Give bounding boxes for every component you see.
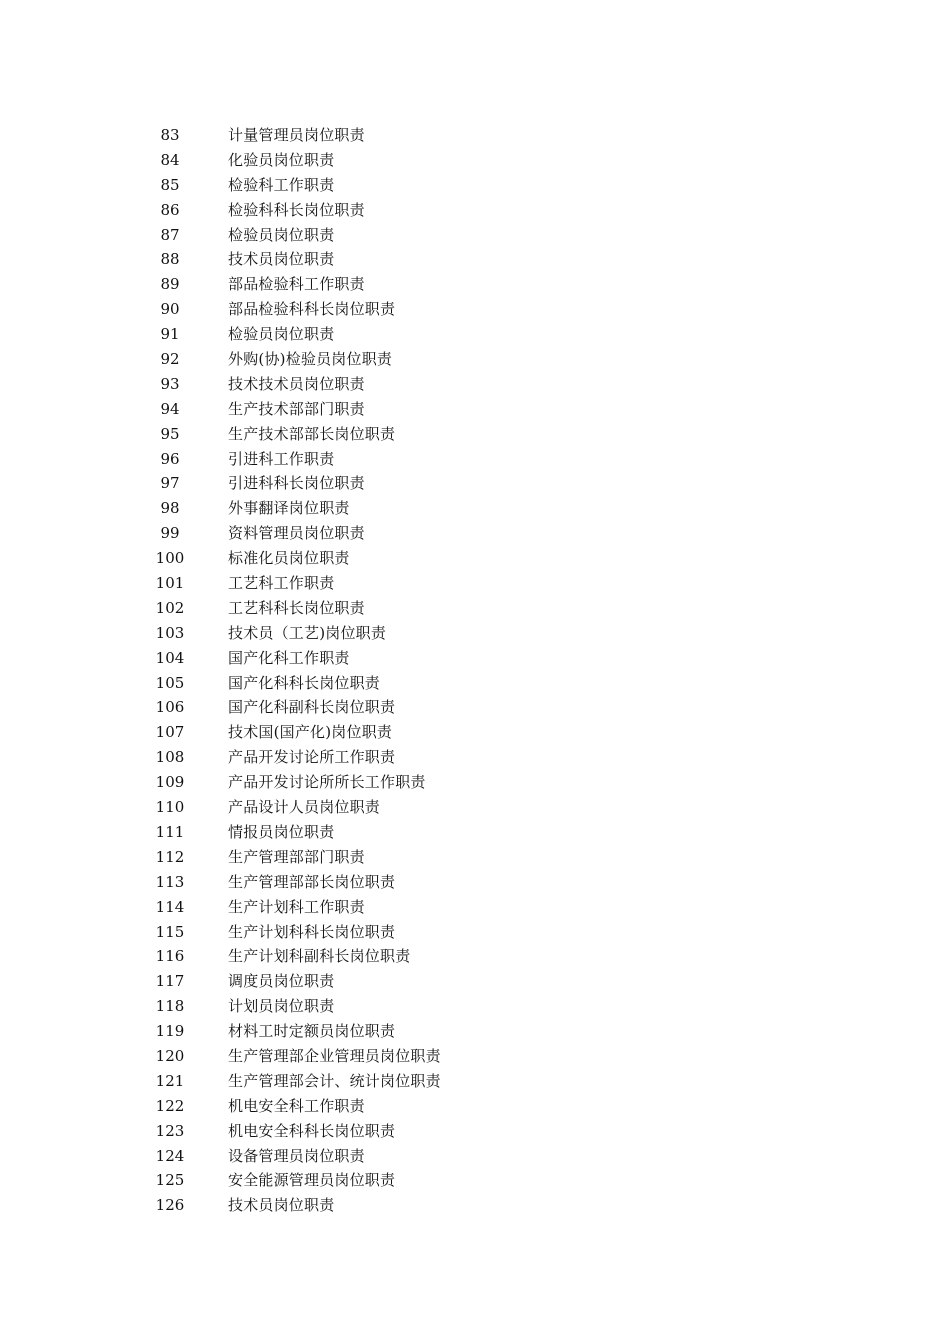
list-item [140, 372, 660, 397]
item-number: 116 [155, 947, 185, 966]
list-item [140, 745, 660, 770]
item-title: 生产技术部部门职责 [228, 399, 365, 418]
item-number: 101 [155, 574, 185, 593]
list-item [140, 272, 660, 297]
item-title: 国产化科副科长岗位职责 [228, 698, 396, 717]
item-number: 95 [160, 424, 180, 443]
list-item [140, 895, 660, 920]
list-item [140, 1044, 660, 1069]
list-item [140, 198, 660, 223]
list-item [140, 770, 660, 795]
item-title: 计划员岗位职责 [228, 997, 335, 1016]
item-title: 生产技术部部长岗位职责 [228, 424, 396, 443]
list-item [140, 695, 660, 720]
list-item [140, 845, 660, 870]
item-title: 工艺科工作职责 [228, 574, 335, 593]
item-number: 86 [160, 200, 180, 219]
list-item [140, 397, 660, 422]
item-title: 生产管理部会计、统计岗位职责 [228, 1071, 441, 1090]
item-title: 生产计划科工作职责 [228, 897, 365, 916]
responsibility-list [140, 123, 660, 1218]
item-number: 108 [155, 748, 185, 767]
list-item [140, 571, 660, 596]
item-number: 113 [155, 872, 185, 891]
item-title: 外事翻译岗位职责 [228, 499, 350, 518]
item-title: 生产计划科科长岗位职责 [228, 922, 396, 941]
list-item [140, 969, 660, 994]
item-title: 产品开发讨论所所长工作职责 [228, 773, 426, 792]
item-number: 106 [155, 698, 185, 717]
item-number: 112 [155, 847, 185, 866]
item-title: 化验员岗位职责 [228, 150, 335, 169]
item-number: 118 [155, 997, 185, 1016]
item-title: 检验科科长岗位职责 [228, 200, 365, 219]
item-title: 技术员岗位职责 [228, 250, 335, 269]
item-title: 安全能源管理员岗位职责 [228, 1171, 396, 1190]
item-title: 调度员岗位职责 [228, 972, 335, 991]
list-item [140, 820, 660, 845]
item-title: 机电安全科工作职责 [228, 1096, 365, 1115]
list-item [140, 596, 660, 621]
item-title: 生产计划科副科长岗位职责 [228, 947, 411, 966]
item-title: 生产管理部部长岗位职责 [228, 872, 396, 891]
list-item [140, 447, 660, 472]
item-number: 99 [160, 524, 180, 543]
list-item [140, 720, 660, 745]
item-number: 87 [160, 225, 180, 244]
item-title: 检验员岗位职责 [228, 225, 335, 244]
list-item [140, 322, 660, 347]
item-title: 产品设计人员岗位职责 [228, 798, 381, 817]
list-item [140, 920, 660, 945]
item-number: 109 [155, 773, 185, 792]
item-title: 技术国(国产化)岗位职责 [228, 723, 393, 742]
item-number: 107 [155, 723, 185, 742]
item-number: 92 [160, 350, 180, 369]
item-number: 90 [160, 300, 180, 319]
item-title: 技术员（工艺)岗位职责 [228, 623, 387, 642]
item-number: 88 [160, 250, 180, 269]
list-item [140, 1193, 660, 1218]
item-number: 83 [160, 126, 180, 144]
list-item [140, 795, 660, 820]
list-item [140, 496, 660, 521]
item-number: 89 [160, 275, 180, 294]
item-title: 情报员岗位职责 [228, 822, 335, 841]
item-number: 91 [160, 325, 180, 344]
item-title: 检验员岗位职责 [228, 325, 335, 344]
item-number: 96 [160, 449, 180, 468]
item-title: 技术员岗位职责 [228, 1196, 335, 1215]
list-item [140, 471, 660, 496]
list-item [140, 347, 660, 372]
list-item [140, 1094, 660, 1119]
list-item [140, 1168, 660, 1193]
item-number: 85 [160, 175, 180, 194]
list-item [140, 223, 660, 248]
item-title: 设备管理员岗位职责 [228, 1146, 365, 1165]
list-item [140, 1144, 660, 1169]
item-number: 93 [160, 374, 180, 393]
item-title: 检验科工作职责 [228, 175, 335, 194]
item-number: 97 [160, 474, 180, 493]
item-number: 124 [155, 1146, 185, 1165]
item-title: 生产管理部部门职责 [228, 847, 365, 866]
item-title: 产品开发讨论所工作职责 [228, 748, 396, 767]
item-title: 计量管理员岗位职责 [228, 126, 365, 144]
item-title: 引进科工作职责 [228, 449, 335, 468]
item-number: 105 [155, 673, 185, 692]
item-title: 国产化科科长岗位职责 [228, 673, 381, 692]
list-item [140, 646, 660, 671]
item-title: 资料管理员岗位职责 [228, 524, 365, 543]
item-title: 材料工时定额员岗位职责 [228, 1022, 396, 1041]
item-number: 98 [160, 499, 180, 518]
item-number: 120 [155, 1046, 185, 1065]
list-item [140, 546, 660, 571]
list-item [140, 148, 660, 173]
item-number: 110 [155, 798, 185, 817]
list-item [140, 1019, 660, 1044]
item-number: 114 [155, 897, 185, 916]
item-number: 111 [155, 822, 185, 841]
item-number: 115 [155, 922, 185, 941]
item-number: 103 [155, 623, 185, 642]
item-number: 102 [155, 598, 185, 617]
list-item [140, 994, 660, 1019]
item-number: 123 [155, 1121, 185, 1140]
list-item [140, 422, 660, 447]
list-item [140, 671, 660, 696]
item-title: 部品检验科工作职责 [228, 275, 365, 294]
item-title: 部品检验科科长岗位职责 [228, 300, 396, 319]
item-title: 国产化科工作职责 [228, 648, 350, 667]
item-number: 121 [155, 1071, 185, 1090]
item-number: 125 [155, 1171, 185, 1190]
item-number: 84 [160, 150, 180, 169]
item-title: 技术技术员岗位职责 [228, 374, 365, 393]
item-number: 122 [155, 1096, 185, 1115]
list-item [140, 1119, 660, 1144]
item-title: 外购(协)检验员岗位职责 [228, 350, 393, 369]
list-item [140, 247, 660, 272]
item-title: 引进科科长岗位职责 [228, 474, 365, 493]
item-title: 工艺科科长岗位职责 [228, 598, 365, 617]
item-number: 100 [155, 549, 185, 568]
list-item [140, 297, 660, 322]
item-title: 机电安全科科长岗位职责 [228, 1121, 396, 1140]
list-item [140, 870, 660, 895]
item-number: 117 [155, 972, 185, 991]
list-item [140, 1069, 660, 1094]
list-item [140, 521, 660, 546]
item-title: 标准化员岗位职责 [228, 549, 350, 568]
list-item [140, 173, 660, 198]
item-number: 104 [155, 648, 185, 667]
item-title: 生产管理部企业管理员岗位职责 [228, 1046, 441, 1065]
list-item [140, 123, 660, 148]
item-number: 126 [155, 1196, 185, 1215]
item-number: 119 [155, 1022, 185, 1041]
item-number: 94 [160, 399, 180, 418]
list-item [140, 944, 660, 969]
list-item [140, 621, 660, 646]
